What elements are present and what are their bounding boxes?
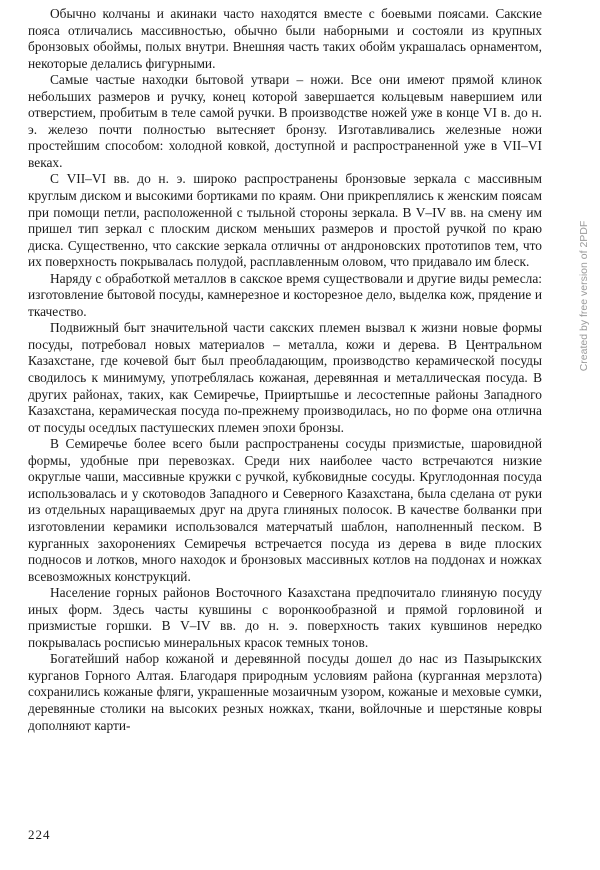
paragraph: Самые частые находки бытовой утвари – ножи. Все они имеют прямой клинок небольших размеров и ручку, конец которой завершается кольцевым навершием или отверстием, пробитым в теле самой ручки. В производстве ножей уже в конце VI в. до н. э. железо почти полностью вытесняет бронзу. Изготавливались железные ножи простейшим способом: холодной ковкой, доступной и распространенной уже в VII–VI веках.: [28, 72, 542, 170]
page-body: [28, 6, 542, 734]
paragraph: Богатейший набор кожаной и деревянной посуды дошел до нас из Пазырыкских курганов Горного Алтая. Благодаря природным условиям района (курганная мерзлота) сохранились кожаные фляги, украшенные мозаичным узором, кожаные и меховые сумки, деревянные столики на высоких резных ножках, ткани, войлочные и шерстяные ковры дополняют карти-: [28, 651, 542, 733]
page-number: 224: [28, 827, 51, 842]
paragraph: С VII–VI вв. до н. э. широко распространены бронзовые зеркала с массивным круглым диском и высокими бортиками по краям. Они прикреплялись к женским поясам при помощи петли, расположенной с тыльной стороны зеркала. В V–IV вв. на смену им пришел тип зеркал с плоским диском меньших размеров и простой ручкой по краю диска. Существенно, что сакские зеркала отличны от андроновских прототипов тем, что их поверхность покрывалась полудой, расплавленным оловом, что придавало им блеск.: [28, 171, 542, 270]
paragraph: В Семиречье более всего были распространены сосуды призмистые, шаровидной формы, удобные при перевозках. Среди них наиболее часто встречаются низкие округлые чаши, массивные кружки с ручкой, кубковидные сосуды. Круглодонная посуда использовалась и у скотоводов Западного и Северного Казахстана, была сделана от руки из отдельных наращиваемых друг на друга глиняных полосок. В качестве болванки при изготовлении керамики использовался матерчатый шаблон, наполненный песком. В курганных захоронениях Семиречья встречается посуда из дерева в виде плоских подносов и лотков, много находок и бронзовых массивных котлов на поддонах и ножках всевозможных конструкций.: [28, 436, 542, 584]
watermark: Created by free version of 2PDF: [578, 220, 590, 372]
paragraph: Подвижный быт значительной части сакских племен вызвал к жизни новые формы посуды, потребовал новых материалов – металла, кожи и дерева. В Центральном Казахстане, где кочевой быт был преобладающим, производство керамической посуды сводилось к минимуму, употреблялась кожаная, деревянная и металлическая посуда. В других районах, таких, как Семиречье, Прииртышье и лесостепные районы Западного Казахстана, керамическая посуда по-прежнему производилась, но по форме она отлична от посуды оседлых пастушеских племен эпохи бронзы.: [28, 320, 542, 435]
paragraph: Наряду с обработкой металлов в сакское время существовали и другие виды ремесла: изготовление бытовой посуды, камнерезное и косторезное дело, выделка кож, прядение и ткачество.: [28, 270, 542, 319]
paragraph: Население горных районов Восточного Казахстана предпочитало глиняную посуду иных форм. Здесь часты кувшины с воронкообразной и прямой горловиной и призмистые горшки. В V–IV вв. до н. э. поверхность таких кувшинов нередко покрывалась росписью минеральных красок темных тонов.: [28, 585, 542, 650]
paragraph: Обычно колчаны и акинаки часто находятся вместе с боевыми поясами. Сакские пояса отличались массивностью, обычно были наборными и состояли из крупных бронзовых обоймы, полых внутри. Внешняя часть таких обойм украшалась орнаментом, некоторые делались фигурными.: [28, 6, 542, 71]
